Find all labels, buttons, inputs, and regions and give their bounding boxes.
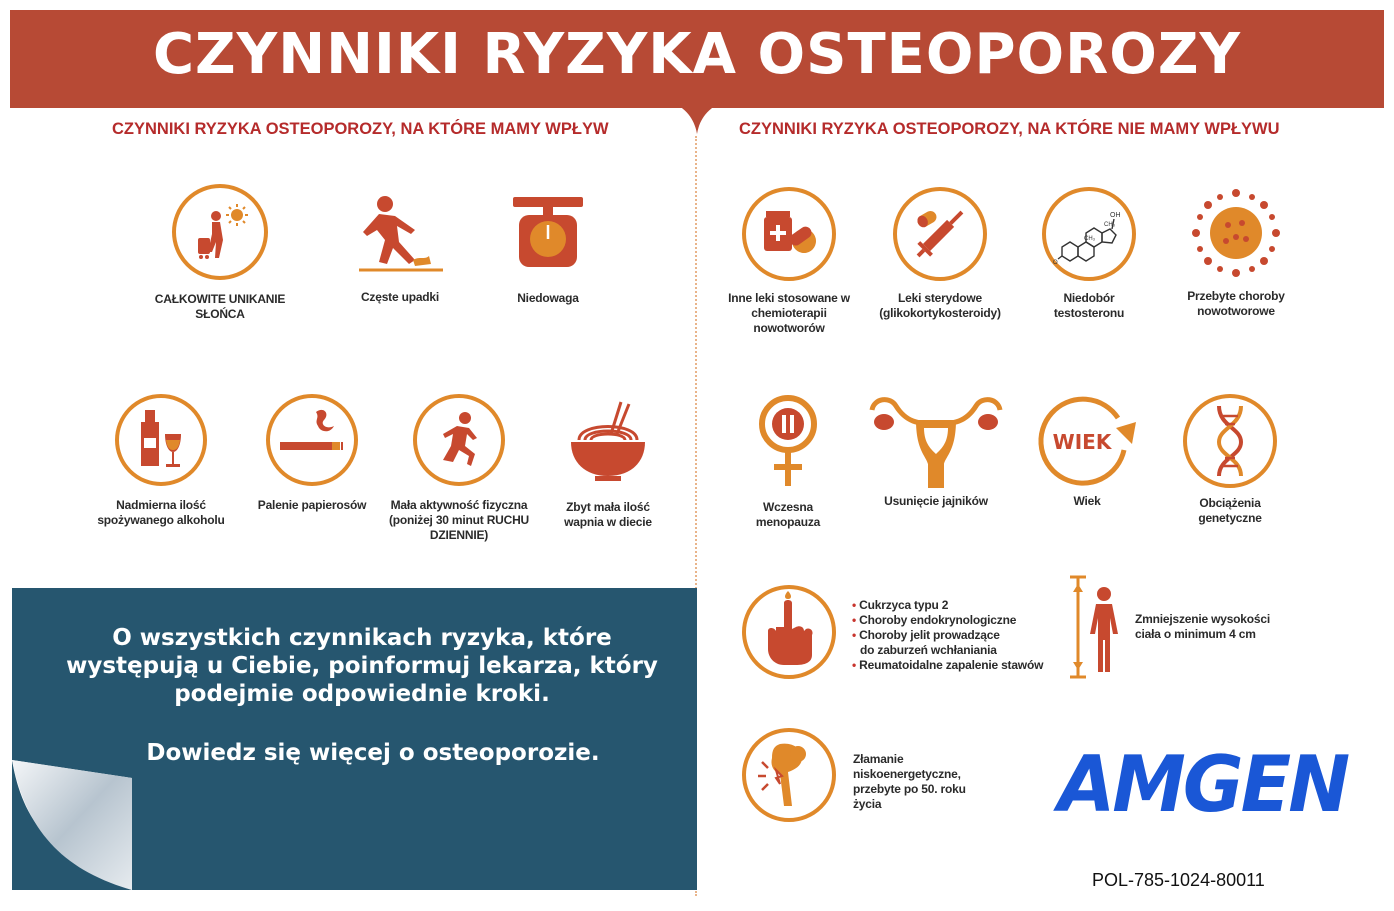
factor-low-activity [385,392,533,543]
bullet-icon: • [852,613,857,627]
factor-label: CAŁKOWITE UNIKANIE SŁOŃCA [154,292,286,321]
height-loss-icon [1068,574,1124,680]
finger-prick-icon [740,583,838,681]
factor-label: Częste upadki [360,290,440,304]
factor-label: Wiek [1073,494,1101,508]
syringe-icon [891,185,989,283]
cigarette-icon [264,392,360,488]
medication-icon [740,185,838,283]
factor-label: Inne leki stosowane w chemioterapii nowotworów [728,291,850,335]
factor-label: Usunięcie jajników [884,494,988,508]
bullet-icon: • [852,598,857,612]
page-curl-icon [12,760,134,892]
factor-ovary-removal [866,394,1006,509]
factor-early-menopause [730,392,846,530]
age-icon [1032,394,1142,490]
factor-low-calcium [558,400,658,530]
scale-icon [511,193,585,271]
factor-label: Przebyte choroby nowotworowe [1187,289,1285,318]
factor-label: Palenie papierosów [257,498,367,512]
factor-underweight [492,193,604,306]
factor-sun-avoidance [150,182,290,322]
svg-text:OH: OH [1110,212,1121,219]
svg-text:CH₃: CH₃ [1084,236,1096,242]
sun-avoidance-icon [170,182,270,282]
age-badge-text: WIEK [1052,430,1112,454]
controllable-factors-heading: CZYNNIKI RYZYKA OSTEOPOROZY, NA KTÓRE MAMY WPŁYW [112,120,609,138]
female-pause-icon [756,392,820,488]
condition-item: • Choroby endokrynologiczne [852,613,1017,627]
document-code: POL-785-1024-80011 [1092,870,1265,890]
condition-item: • Reumatoidalne zapalenie stawów [852,658,1044,672]
factor-label: Zbyt mała ilość wapnia w diecie [564,500,652,529]
amgen-logo: AMGEN [1058,739,1348,831]
page-title: CZYNNIKI RYZYKA OSTEOPOROZY [152,22,1242,87]
condition-item-continued: do zaburzeń wchłaniania [860,643,997,657]
uncontrollable-factors-heading: CZYNNIKI RYZYKA OSTEOPOROZY, NA KTÓRE NIE MAMY WPŁYWU [739,120,1280,138]
factor-falls [340,190,460,305]
alcohol-icon [113,392,209,488]
factor-label: Niedobór testosteronu [1053,291,1125,320]
bowl-icon [567,400,649,486]
condition-item: • Choroby jelit prowadzące [852,628,1000,642]
factor-smoking [252,392,372,513]
factor-chemotherapy [725,185,853,336]
banner-notch [667,100,727,136]
factor-label: Nadmierna ilość spożywanego alkoholu [97,498,225,527]
height-loss-label: Zmniejszenie wysokości ciała o minimum 4 cm [1135,612,1270,641]
dna-icon [1181,392,1279,490]
factor-label: Wczesna menopauza [755,500,821,529]
factor-testosterone [1028,185,1150,321]
factor-age [1028,394,1146,509]
running-person-icon [411,392,507,488]
svg-text:O: O [1053,260,1058,266]
cancer-cell-icon [1184,181,1288,285]
factor-label: Obciążenia genetyczne [1198,496,1262,525]
bullet-icon: • [852,658,857,672]
factor-alcohol [96,392,226,528]
steroid-molecule-icon [1040,185,1138,283]
svg-text:CH₃: CH₃ [1104,222,1116,228]
factor-steroids [878,185,1002,321]
factor-genetics [1180,392,1280,526]
factor-label: Mała aktywność fizyczna (poniżej 30 minut RUCHU DZIENNIE) [388,498,530,542]
fracture-label: Złamanie niskoenergetyczne, przebyte po 50. roku życia [853,752,966,811]
callout-message: O wszystkich czynnikach ryzyka, które występują u Ciebie, poinformuj lekarza, który podejmie odpowiednie kroki. [66,625,658,707]
condition-item: • Cukrzyca typu 2 [852,598,949,612]
bullet-icon: • [852,628,857,642]
hip-fracture-icon [740,726,838,824]
falling-person-icon [355,190,445,274]
factor-label: Leki sterydowe (glikokortykosteroidy) [879,291,1001,320]
factor-label: Niedowaga [517,291,579,305]
uterus-icon [866,394,1006,490]
learn-more-link[interactable]: Dowiedz się więcej o osteoporozie. [146,740,600,766]
factor-cancer-history [1174,181,1298,319]
conditions-list [852,598,1043,673]
